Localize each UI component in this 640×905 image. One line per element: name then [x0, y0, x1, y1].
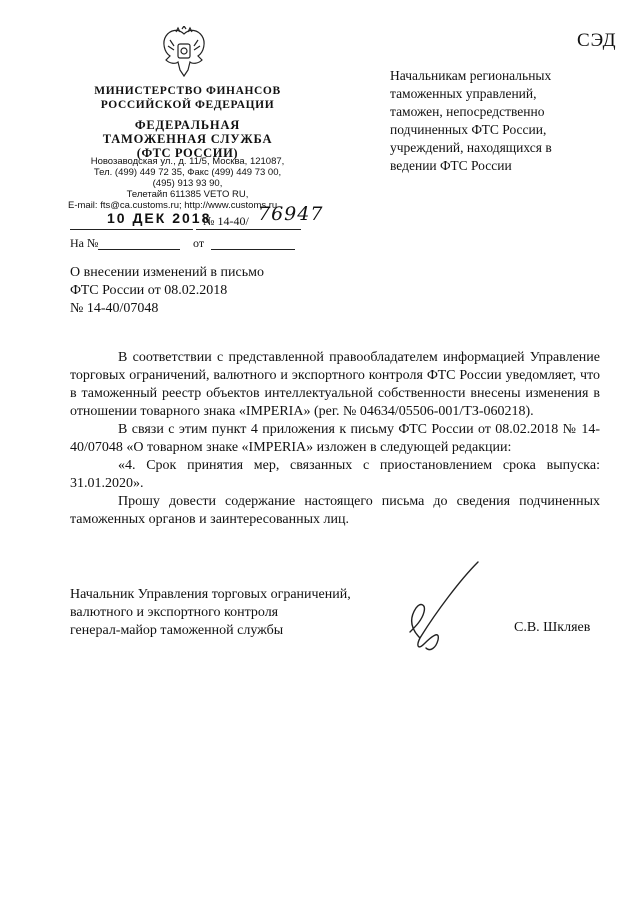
recipient-line: Начальникам региональных: [390, 68, 552, 83]
letter-body: [70, 349, 600, 529]
service-title2: ТАМОЖЕННАЯ СЛУЖБА: [102, 132, 273, 146]
phone-line: Тел. (499) 449 72 35, Факс (499) 449 73 00,: [93, 167, 282, 178]
recipient-line: подчиненных ФТС России,: [390, 122, 547, 137]
registration-number-handwritten: 76947: [258, 203, 324, 225]
recipient-line: ведении ФТС России: [390, 158, 512, 173]
sed-stamp-label: СЭД: [577, 30, 617, 51]
signatory-name: С.В. Шкляев: [514, 620, 591, 635]
service-title3: (ФТС РОССИИ): [136, 146, 239, 160]
coat-of-arms-icon: [160, 26, 208, 80]
service-title1: ФЕДЕРАЛЬНАЯ: [134, 118, 241, 132]
subject-line: ФТС России от 08.02.2018: [70, 283, 228, 298]
reply-to-date-label: от: [193, 236, 205, 250]
number-underline: [196, 229, 301, 230]
reply-to-number-label: На №: [70, 236, 99, 250]
ministry-line2: РОССИЙСКОЙ ФЕДЕРАЦИИ: [100, 99, 275, 111]
body-paragraph-3: «4. Срок принятия мер, связанных с приостановлением срока выпуска: 31.01.2020».: [70, 458, 600, 491]
ministry-line1: МИНИСТЕРСТВО ФИНАНСОВ: [94, 85, 281, 97]
reply-to-number-blank: [98, 249, 180, 250]
organization-header: [70, 84, 305, 160]
recipient-line: учреждений, находящихся в: [390, 140, 552, 155]
email-line: E-mail: fts@ca.customs.ru; http://www.customs.ru: [68, 200, 278, 211]
address-line: Новозаводская ул., д. 11/5, Москва, 121087,: [90, 156, 285, 167]
recipient-line: таможенных управлений,: [390, 86, 537, 101]
subject-line: № 14-40/07048: [70, 301, 159, 316]
recipient-block: [390, 67, 600, 175]
reply-to-date-blank: [211, 249, 295, 250]
signatory-title-line: генерал-майор таможенной службы: [70, 623, 284, 638]
recipient-line: таможен, непосредственно: [390, 104, 545, 119]
date-underline: [70, 229, 193, 230]
registration-number-prefix: № 14-40/: [203, 214, 249, 228]
subject-line: О внесении изменений в письмо: [70, 265, 264, 280]
body-paragraph-2: В связи с этим пункт 4 приложения к письму ФТС России от 08.02.2018 № 14-40/07048 «О товарном знаке «IMPERIA» изложен в следующей редакции:: [70, 422, 600, 455]
signatory-title-line: валютного и экспортного контроля: [70, 605, 279, 620]
phone-line2: (495) 913 93 90,: [152, 178, 223, 189]
body-paragraph-4: Прошу довести содержание настоящего письма до сведения подчиненных таможенных органов и заинтересованных лиц.: [70, 494, 600, 527]
handwritten-signature: [390, 560, 510, 660]
signatory-title-line: Начальник Управления торговых ограничений,: [70, 587, 351, 602]
subject-block: [70, 264, 264, 318]
signatory-title: [70, 586, 351, 640]
teletype-line: Телетайп 611385 VETO RU,: [126, 189, 249, 200]
body-paragraph-1: В соответствии с представленной правообладателем информацией Управление торговых ограничений, валютного и экспортного контроля ФТС России уведомляет, что в таможенный реестр объектов интеллектуальной собственности внесены изменения в отношении товарного знака «IMPERIA» (рег. № 04634/05506-001/ТЗ-060218).: [70, 350, 600, 419]
registration-date: 10 ДЕК 2018: [107, 210, 212, 226]
